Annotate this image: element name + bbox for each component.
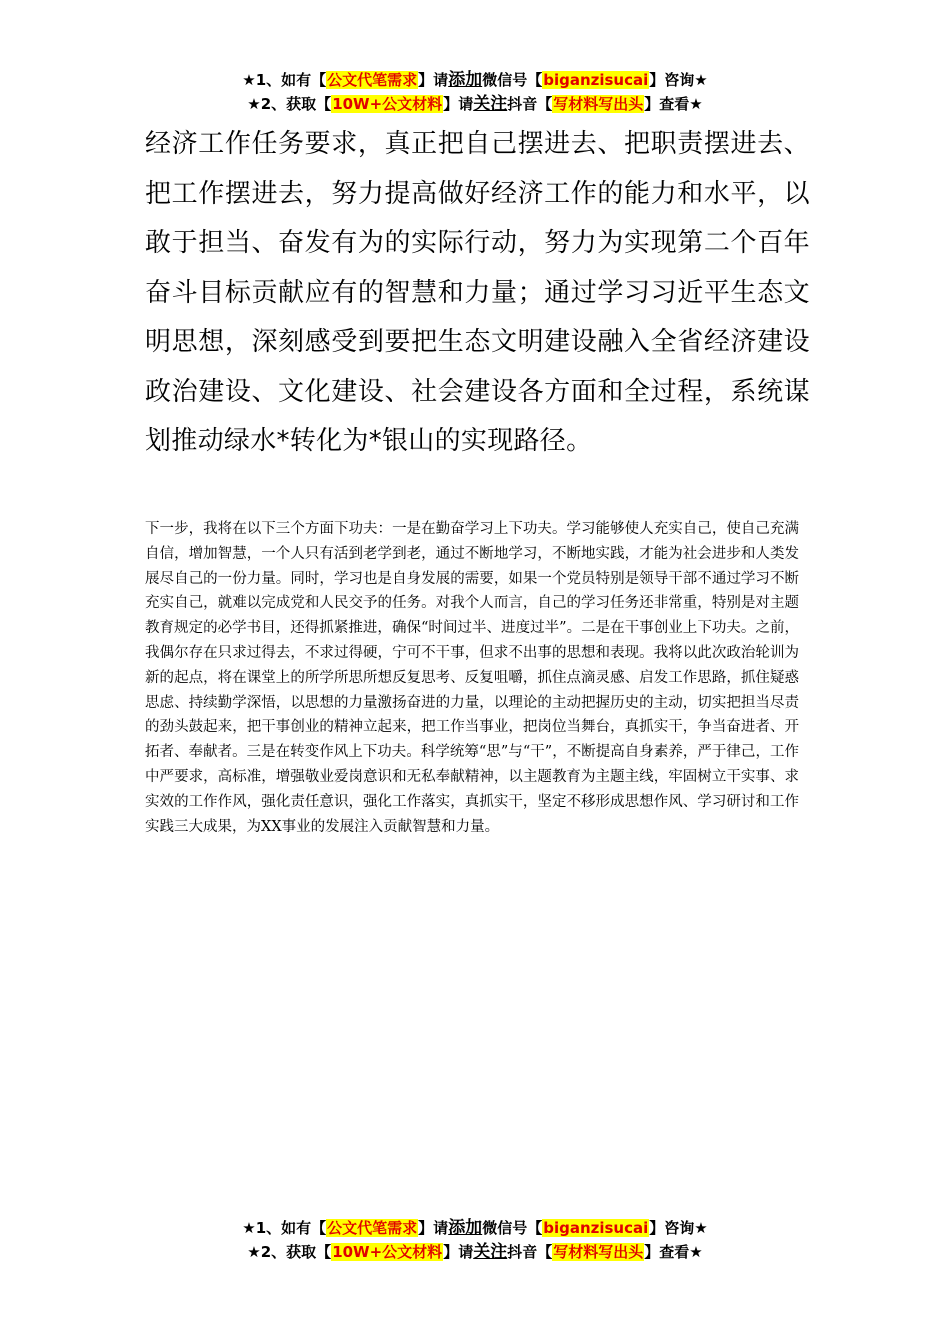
highlight-text: 公文代笔需求	[327, 71, 418, 89]
footer-banner	[0, 1216, 950, 1264]
banner-line-2	[0, 92, 950, 116]
banner-text: ★2、获取【	[247, 1243, 332, 1261]
underlined-text: 添加	[448, 70, 483, 90]
banner-text: 抖音【	[507, 95, 553, 113]
large-paragraph: 经济工作任务要求，真正把自己摆进去、把职责摆进去、把工作摆进去，努力提高做好经济工作的能力和水平，以敢于担当、奋发有为的实际行动，努力为实现第二个百年奋斗目标贡献应有的智慧和力量；通过学习习近平生态文明思想，深刻感受到要把生态文明建设融入全省经济建设政治建设、文化建设、社会建设各方面和全过程，系统谋划推动绿水*转化为*银山的实现路径。	[145, 129, 810, 456]
douyin-id: 写材料写出头	[553, 95, 644, 113]
small-paragraph: 下一步，我将在以下三个方面下功夫：一是在勤奋学习上下功夫。学习能够使人充实自己，使自己充满自信，增加智慧，一个人只有活到老学到老，通过不断地学习，不断地实践，才能为社会进步和人类发展尽自己的一份力量。同时，学习也是自身发展的需要，如果一个党员特别是领导干部不通过学习不断充实自己，就难以完成党和人民交予的任务。对我个人而言，自己的学习任务还非常重，特别是对主题教育规定的必学书目，还得抓紧推进，确保“时间过半、进度过半”。二是在干事创业上下功夫。之前，我偶尔存在只求过得去，不求过得硬，宁可不干事，但求不出事的思想和表现。我将以此次政治轮训为新的起点，将在课堂上的所学所思所想反复思考、反复咀嚼，抓住点滴灵感、启发工作思路，抓住疑惑思虑、持续勤学深悟，以思想的力量激扬奋进的力量，以理论的主动把握历史的主动，切实把担当尽责的劲头鼓起来，把干事创业的精神立起来，把工作当事业，把岗位当舞台，真抓实干，争当奋进者、开拓者、奉献者。三是在转变作风上下功夫。科学统筹“思”与“干”，不断提高自身素养，严于律己，工作中严要求，高标准，增强敬业爱岗意识和无私奉献精神，以主题教育为主题主线，牢固树立干实事、求实效的工作作风，强化责任意识，强化工作落实，真抓实干，坚定不移形成思想作风、学习研讨和工作实践三大成果，为XX事业的发展注入贡献智慧和力量。	[145, 521, 799, 835]
large-paragraph-block	[145, 120, 810, 467]
banner-text: 】请	[418, 1219, 449, 1237]
banner-text: 抖音【	[507, 1243, 553, 1261]
banner-text: 】咨询★	[649, 71, 708, 89]
highlight-text: 10W+公文材料	[332, 1243, 443, 1261]
banner-line-1	[0, 1216, 950, 1240]
banner-text: 】查看★	[644, 95, 703, 113]
banner-text: 】请	[418, 71, 449, 89]
wechat-id: biganzisucai	[543, 71, 649, 89]
banner-text: 】请	[443, 95, 474, 113]
highlight-text: 10W+公文材料	[332, 95, 443, 113]
underlined-text: 关注	[473, 1242, 508, 1262]
small-paragraph-block	[145, 517, 799, 839]
banner-line-2	[0, 1240, 950, 1264]
banner-text: 微信号【	[482, 1219, 543, 1237]
underlined-text: 关注	[473, 94, 508, 114]
banner-line-1	[0, 68, 950, 92]
highlight-text: 公文代笔需求	[327, 1219, 418, 1237]
header-banner	[0, 68, 950, 116]
banner-text: ★2、获取【	[247, 95, 332, 113]
banner-text: ★1、如有【	[242, 1219, 327, 1237]
banner-text: 微信号【	[482, 71, 543, 89]
banner-text: ★1、如有【	[242, 71, 327, 89]
banner-text: 】请	[443, 1243, 474, 1261]
banner-text: 】查看★	[644, 1243, 703, 1261]
underlined-text: 添加	[448, 1218, 483, 1238]
wechat-id: biganzisucai	[543, 1219, 649, 1237]
banner-text: 】咨询★	[649, 1219, 708, 1237]
douyin-id: 写材料写出头	[553, 1243, 644, 1261]
